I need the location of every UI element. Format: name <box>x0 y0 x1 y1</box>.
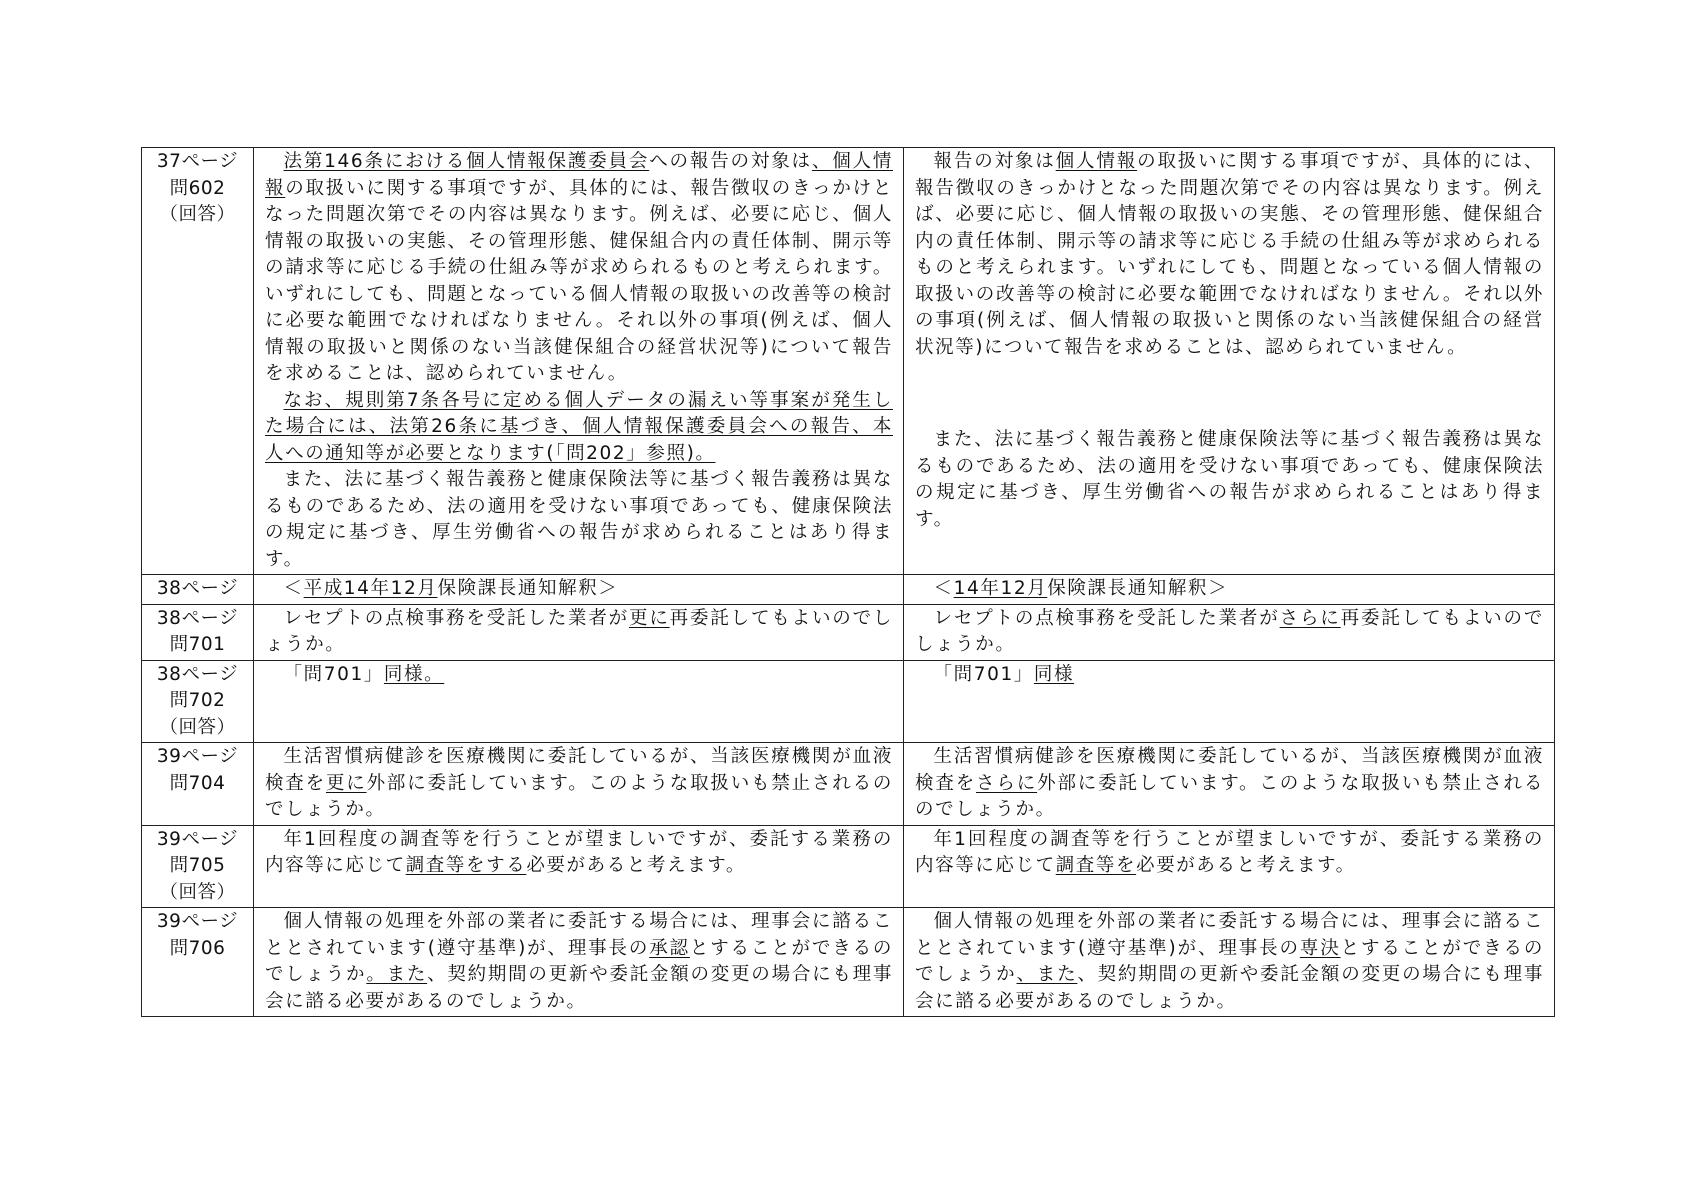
table-row <box>142 908 1555 1017</box>
paragraph <box>915 606 1544 659</box>
text-segment: 保険課長通知解釈＞ <box>1047 578 1229 599</box>
text-segment: 年1回程度の調査等を行うことが望ましいですが、委託する業務の内容等に応じて <box>915 828 1544 876</box>
text-segment: 個人情報の処理を外部の業者に委託する場合には、理事会に諮ることとされています(遵守基準)が、理事長の <box>265 911 893 959</box>
underlined-change: 同様 <box>1033 663 1075 685</box>
location-cell <box>142 908 254 1017</box>
location-line: 問705 <box>169 855 226 876</box>
text-segment: 「問701」 <box>283 663 384 685</box>
location-line: 39ページ <box>156 746 239 767</box>
current-text-cell <box>904 743 1555 826</box>
location-line: 39ページ <box>156 828 239 850</box>
location-line: 38ページ <box>156 578 239 599</box>
table-row <box>142 743 1555 826</box>
paragraph <box>265 388 893 468</box>
underlined-change: 調査等をする <box>405 855 527 876</box>
underlined-change: 更に <box>325 772 367 794</box>
location-line: 問704 <box>169 772 226 794</box>
current-text-cell <box>904 908 1555 1017</box>
location-cell <box>142 825 254 908</box>
table-row <box>142 148 1555 575</box>
underlined-change: さらに <box>976 772 1038 794</box>
underlined-change: 法第146条における個人情報保護委員会 <box>283 151 650 172</box>
text-segment: とすることができるのでしょうか <box>265 937 894 985</box>
text-segment: 報告の対象は <box>933 151 1056 172</box>
location-cell <box>142 575 254 605</box>
text-segment: レセプトの点検事務を受託した業者が <box>283 607 630 629</box>
location-line: 問702 <box>169 690 226 711</box>
paragraph <box>915 662 1544 689</box>
location-cell <box>142 604 254 660</box>
underlined-change: 、また <box>1016 964 1078 985</box>
paragraph <box>915 744 1544 824</box>
text-segment: ＜ <box>283 578 304 599</box>
location-cell <box>142 148 254 575</box>
text-segment: 、契約期間の更新や委託金額の変更の場合にも理事会に諮る必要があるのでしょうか。 <box>265 964 893 1012</box>
underlined-change: 、個人情報 <box>265 151 893 199</box>
text-segment: への報告の対象は <box>649 151 812 172</box>
text-segment: また、法に基づく報告義務と健康保険法等に基づく報告義務は異なるものであるため、法の適用を受けない事項であっても、健康保険法の規定に基づき、厚生労働省への報告が求められることはあり得ます。 <box>915 429 1544 530</box>
underlined-change: 承認 <box>649 937 690 959</box>
paragraph <box>915 909 1544 1015</box>
text-segment: 再委託してもよいのでしょうか。 <box>265 607 894 655</box>
location-cell <box>142 660 254 743</box>
paragraph <box>265 467 893 573</box>
text-segment: 外部に委託しています。このような取扱いも禁止されるのでしょうか。 <box>265 772 893 820</box>
underlined-change: 14年12月 <box>953 578 1048 599</box>
revised-text-cell <box>254 908 904 1017</box>
underlined-change: 平成14年12月 <box>303 578 438 599</box>
location-line: 38ページ <box>156 607 239 629</box>
paragraph <box>915 576 1544 603</box>
location-cell <box>142 743 254 826</box>
text-segment: 、契約期間の更新や委託金額の変更の場合にも理事会に諮る必要があるのでしょうか。 <box>915 964 1544 1012</box>
underlined-change: なお、規則第7条各号に定める個人データの漏えい等事案が発生した場合には、法第26条に基づき、個人情報保護委員会への報告、本人への通知等が必要となります(「問202」参照)。 <box>265 389 893 464</box>
text-segment: 保険課長通知解釈＞ <box>437 578 619 599</box>
text-segment: レセプトの点検事務を受託した業者が <box>933 607 1280 629</box>
text-segment: の取扱いに関する事項ですが、具体的には、報告徴収のきっかけとなった問題次第でその内容は異なります。例えば、必要に応じ、個人情報の取扱いの実態、その管理形態、健保組合内の責任体制、開示等の請求等に応じる手続の仕組み等が求められるものと考えられます。いずれにしても、問題となっている個人情報の取扱いの改善等の検討に必要な範囲でなければなりません。それ以外の事項(例えば、個人情報の取扱いと関係のない当該健保組合の経営状況等)について報告を求めることは、認められていません。 <box>265 177 893 384</box>
text-segment: 生活習慣病健診を医療機関に委託しているが、当該医療機関が血液検査を <box>915 746 1544 794</box>
text-segment: 年1回程度の調査等を行うことが望ましいですが、委託する業務の内容等に応じて <box>265 828 893 876</box>
comparison-table <box>141 147 1555 1017</box>
paragraph <box>265 662 893 689</box>
current-text-cell <box>904 825 1555 908</box>
text-segment: また、法に基づく報告義務と健康保険法等に基づく報告義務は異なるものであるため、法の適用を受けない事項であっても、健康保険法の規定に基づき、厚生労働省への報告が求められることはあり得ます。 <box>265 469 893 570</box>
paragraph <box>265 909 893 1015</box>
paragraph <box>265 827 893 880</box>
text-segment: 再委託してもよいのでしょうか。 <box>915 607 1544 655</box>
text-segment: 必要があると考えます。 <box>1136 855 1356 876</box>
revised-text-cell <box>254 743 904 826</box>
underlined-change: 個人情報 <box>1055 151 1138 172</box>
underlined-change: 専決 <box>1299 937 1341 959</box>
underlined-change: 調査等を <box>1055 855 1137 876</box>
text-segment: 外部に委託しています。このような取扱いも禁止されるのでしょうか。 <box>915 772 1544 820</box>
location-line: 38ページ <box>156 663 239 685</box>
paragraph <box>915 827 1544 880</box>
paragraph <box>265 576 893 603</box>
revised-text-cell <box>254 604 904 660</box>
paragraph <box>265 149 893 388</box>
current-text-cell <box>904 660 1555 743</box>
location-line: 37ページ <box>156 151 239 172</box>
underlined-change: 更に <box>629 607 670 629</box>
location-line: 問706 <box>169 937 226 959</box>
comparison-table-body <box>142 148 1555 1017</box>
revised-text-cell <box>254 825 904 908</box>
paragraph <box>265 606 893 659</box>
current-text-cell <box>904 604 1555 660</box>
text-segment: の取扱いに関する事項ですが、具体的には、報告徴収のきっかけとなった問題次第でその内容は異なります。例えば、必要に応じ、個人情報の取扱いの実態、その管理形態、健保組合内の責任体制、開示等の請求等に応じる手続の仕組み等が求められるものと考えられます。いずれにしても、問題となっている個人情報の取扱いの改善等の検討に必要な範囲でなければなりません。それ以外の事項(例えば、個人情報の取扱いと関係のない当該健保組合の経営状況等)について報告を求めることは、認められていません。 <box>915 151 1544 358</box>
current-text-cell <box>904 148 1555 575</box>
text-segment: 個人情報の処理を外部の業者に委託する場合には、理事会に諮ることとされています(遵守基準)が、理事長の <box>915 911 1544 959</box>
location-line: 問602 <box>169 177 226 199</box>
underlined-change: 同様。 <box>383 663 445 685</box>
revised-text-cell <box>254 660 904 743</box>
underlined-change: 。また <box>366 964 428 985</box>
paragraph <box>265 744 893 824</box>
location-line: 問701 <box>169 634 226 655</box>
table-row <box>142 575 1555 605</box>
text-segment: 必要があると考えます。 <box>526 855 746 876</box>
table-row <box>142 660 1555 743</box>
text-segment: とすることができるのでしょうか <box>915 937 1545 985</box>
table-row <box>142 825 1555 908</box>
text-segment: ＜ <box>933 578 954 599</box>
location-line: 39ページ <box>156 911 239 932</box>
paragraph <box>915 149 1544 361</box>
table-row <box>142 604 1555 660</box>
location-line: （回答） <box>159 716 236 738</box>
revised-text-cell <box>254 575 904 605</box>
text-segment: 「問701」 <box>933 663 1034 685</box>
location-line: （回答） <box>159 204 236 225</box>
underlined-change: さらに <box>1279 607 1341 629</box>
revised-text-cell <box>254 148 904 575</box>
location-line: （回答） <box>159 881 236 903</box>
current-text-cell <box>904 575 1555 605</box>
paragraph <box>915 427 1544 533</box>
text-segment: 生活習慣病健診を医療機関に委託しているが、当該医療機関が血液検査を <box>265 746 893 794</box>
